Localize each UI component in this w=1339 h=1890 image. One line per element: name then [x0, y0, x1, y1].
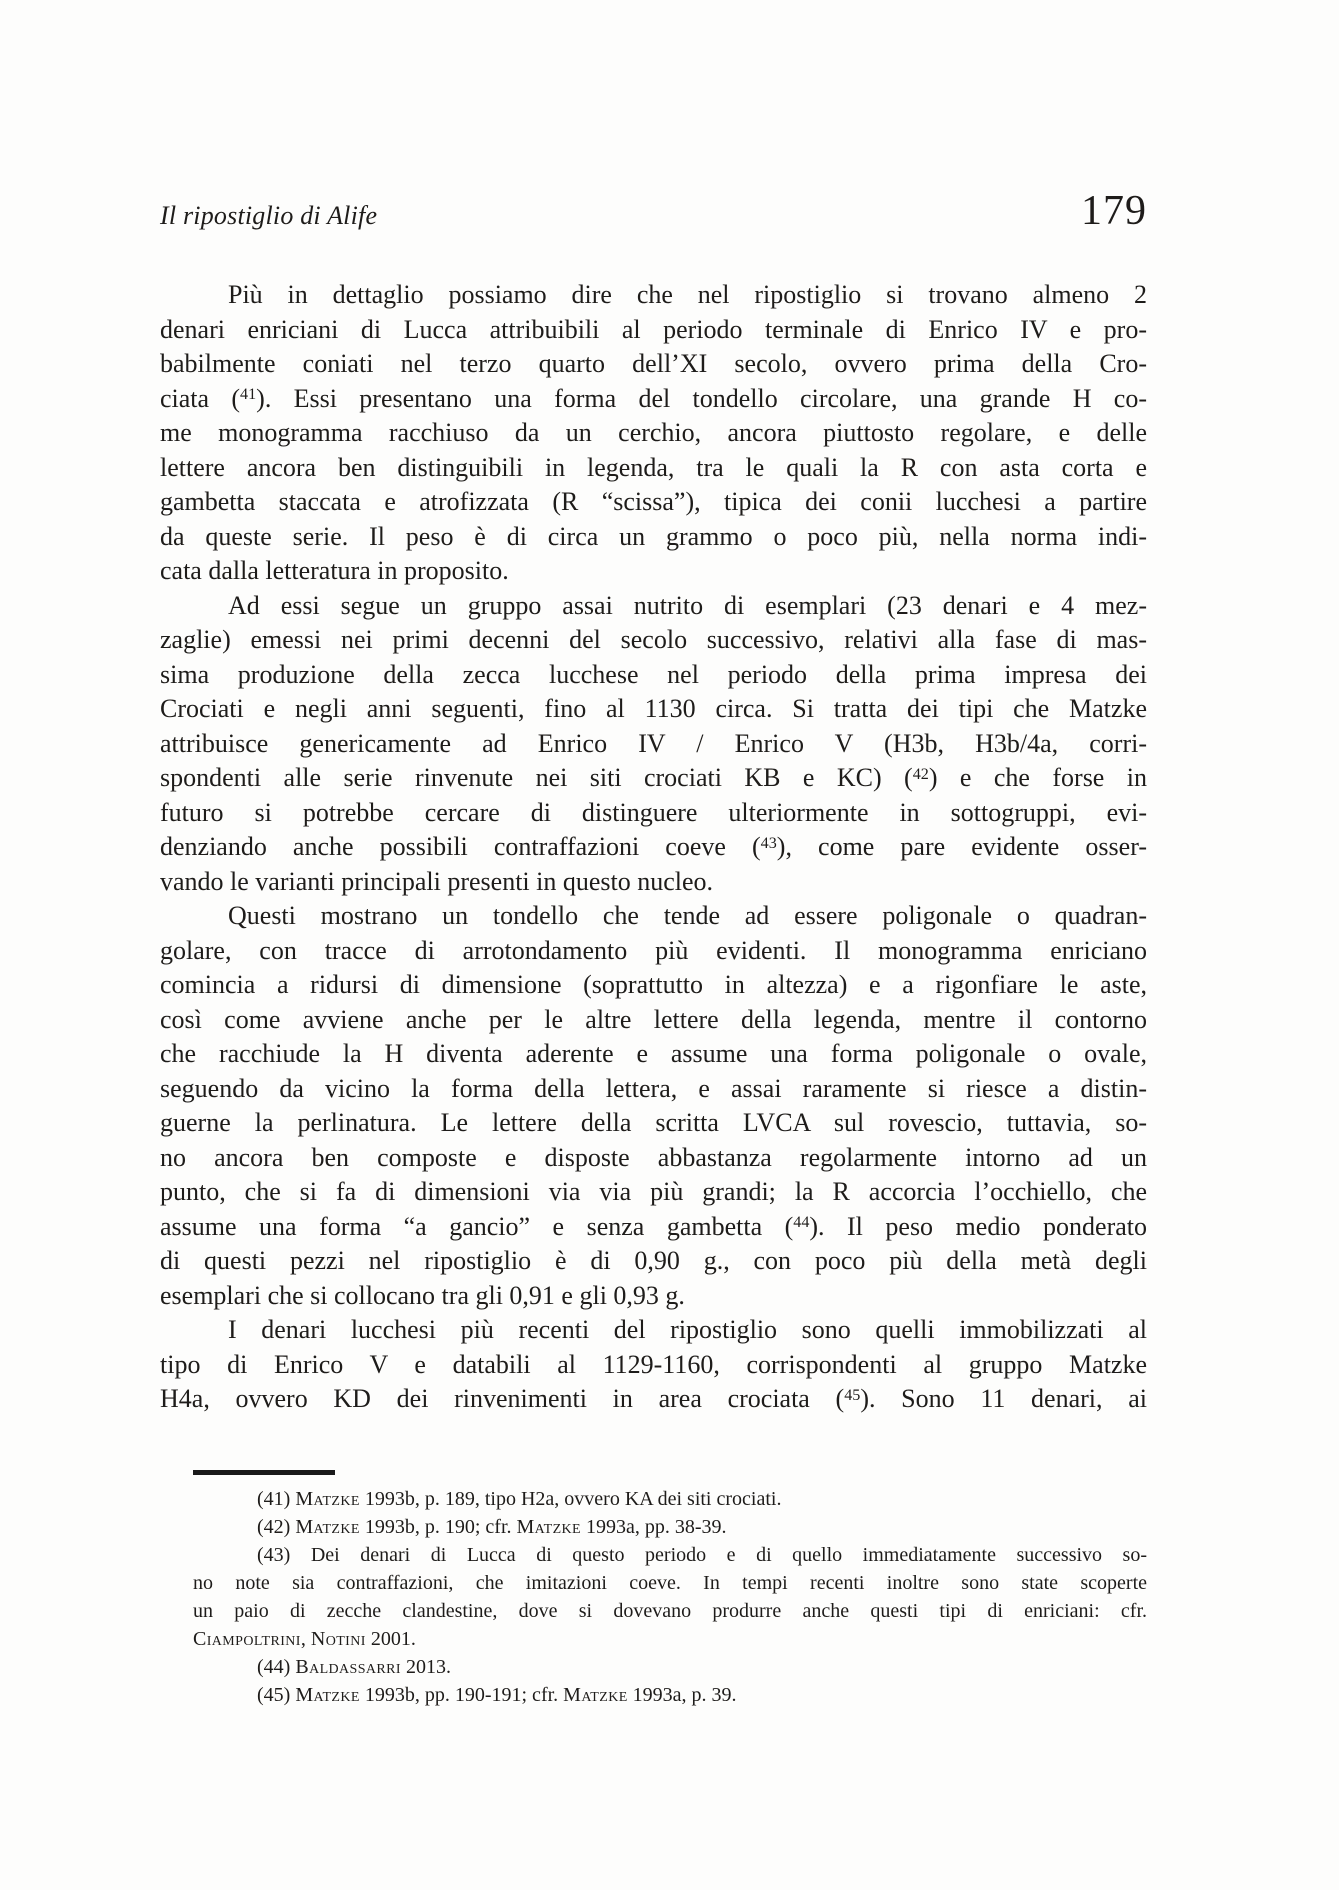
small-caps-name: Ciampoltrini	[193, 1628, 301, 1650]
text-line	[160, 1313, 1147, 1348]
text-run: di questi pezzi nel ripostiglio è di 0,90 g., con poco più della metà degli	[160, 1246, 1147, 1275]
paragraph	[160, 278, 1147, 589]
footnote	[193, 1681, 1147, 1709]
text-run: spondenti alle serie rinvenute nei siti crociati KB e KC) (	[160, 763, 913, 792]
text-run: che racchiude la H diventa aderente e assume una forma poligonale o ovale,	[160, 1039, 1147, 1068]
text-run: cata dalla letteratura in proposito.	[160, 556, 509, 585]
text-run: (41)	[257, 1488, 296, 1510]
footnote-separator-rule	[193, 1470, 335, 1475]
footnotes-section	[193, 1485, 1147, 1709]
text-run: denziando anche possibili contraffazioni coeve (	[160, 832, 761, 861]
small-caps-name: Matzke	[563, 1684, 628, 1706]
text-run: (43) Dei denari di Lucca di questo periodo e di quello immediatamente successivo so-	[257, 1544, 1147, 1566]
text-line	[160, 865, 1147, 900]
text-run: vando le varianti principali presenti in questo nucleo.	[160, 866, 714, 896]
text-line	[160, 416, 1147, 451]
text-run: I denari lucchesi più recenti del ripostiglio sono quelli immobilizzati al	[228, 1315, 1147, 1344]
text-line	[193, 1625, 1147, 1653]
text-line	[160, 1210, 1147, 1245]
text-line	[160, 1106, 1147, 1141]
text-line	[160, 727, 1147, 762]
text-run: 1993a, p. 39.	[627, 1684, 737, 1706]
text-line	[160, 1037, 1147, 1072]
running-title: Il ripostiglio di Alife	[160, 201, 378, 230]
text-run: Questi mostrano un tondello che tende ad essere poligonale o quadran-	[228, 901, 1147, 930]
text-line	[193, 1597, 1147, 1625]
small-caps-name: Baldassarri	[295, 1656, 401, 1678]
text-run: da queste serie. Il peso è di circa un grammo o poco più, nella norma indi-	[160, 521, 1147, 551]
text-run: ,	[300, 1628, 311, 1650]
text-line	[160, 1382, 1147, 1417]
text-line	[160, 1072, 1147, 1107]
text-run: (45)	[257, 1684, 296, 1706]
footnote-reference: 45	[844, 1386, 861, 1404]
small-caps-name: Matzke	[295, 1684, 360, 1706]
text-line	[160, 796, 1147, 831]
text-line	[193, 1653, 1147, 1681]
text-line	[160, 554, 1147, 589]
text-run: comincia a ridursi di dimensione (soprattutto in altezza) e a rigonfiare le aste,	[160, 970, 1147, 999]
paragraph	[160, 589, 1147, 900]
text-run: ciata (	[160, 383, 241, 413]
text-line	[160, 830, 1147, 865]
text-line	[160, 520, 1147, 555]
text-line	[160, 1348, 1147, 1383]
text-line	[160, 485, 1147, 520]
small-caps-name: Matzke	[295, 1516, 360, 1538]
text-line	[160, 1279, 1147, 1314]
text-line	[193, 1541, 1147, 1569]
text-line	[193, 1681, 1147, 1709]
small-caps-name: Matzke	[516, 1516, 582, 1538]
text-run: sima produzione della zecca lucchese nel periodo della prima impresa dei	[160, 659, 1147, 689]
text-run: 1993b, p. 190; cfr.	[359, 1516, 517, 1538]
page-number: 179	[1081, 188, 1147, 234]
footnote-reference: 44	[793, 1214, 810, 1232]
text-line	[160, 1175, 1147, 1210]
text-run: 1993a, pp. 38-39.	[581, 1516, 727, 1538]
text-run: golare, con tracce di arrotondamento più evidenti. Il monogramma enriciano	[160, 935, 1147, 965]
text-run: ). Il peso medio ponderato	[809, 1211, 1147, 1241]
text-run: seguendo da vicino la forma della lettera, e assai raramente si riesce a distin-	[160, 1073, 1147, 1103]
footnote-reference: 41	[240, 386, 257, 404]
text-run: esemplari che si collocano tra gli 0,91 e gli 0,93 g.	[160, 1280, 685, 1310]
text-line	[160, 968, 1147, 1003]
text-run: Ad essi segue un gruppo assai nutrito di esemplari (23 denari e 4 mez-	[228, 590, 1147, 620]
text-line	[160, 658, 1147, 693]
small-caps-name: Notini	[310, 1628, 366, 1650]
text-run: (44)	[257, 1656, 296, 1678]
text-run: lettere ancora ben distinguibili in legenda, tra le quali la R con asta corta e	[160, 452, 1147, 482]
text-line	[160, 1003, 1147, 1038]
text-run: un paio di zecche clandestine, dove si dovevano produrre anche questi tipi di enriciani: cfr.	[193, 1600, 1147, 1622]
small-caps-name: Matzke	[295, 1488, 360, 1510]
text-run: 2001.	[365, 1628, 416, 1650]
text-line	[160, 313, 1147, 348]
text-run: punto, che si fa di dimensioni via via più grandi; la R accorcia l’occhiello, che	[160, 1177, 1147, 1206]
text-run: ). Essi presentano una forma del tondello circolare, una grande H co-	[256, 383, 1147, 413]
text-line	[193, 1485, 1147, 1513]
paragraph	[160, 1313, 1147, 1417]
text-run: gambetta staccata e atrofizzata (R “scissa”), tipica dei conii lucchesi a partire	[160, 487, 1147, 516]
paragraph	[160, 899, 1147, 1313]
text-run: no note sia contraffazioni, che imitazioni coeve. In tempi recenti inoltre sono state scoperte	[193, 1572, 1147, 1594]
text-run: assume una forma “a gancio” e senza gambetta (	[160, 1211, 794, 1241]
footnote-reference: 43	[760, 834, 777, 852]
text-run: (42)	[257, 1516, 296, 1538]
text-run: così come avviene anche per le altre lettere della legenda, mentre il contorno	[160, 1004, 1147, 1034]
footnote	[193, 1541, 1147, 1653]
footnote	[193, 1653, 1147, 1681]
text-line	[160, 692, 1147, 727]
text-run: Crociati e negli anni seguenti, fino al 1130 circa. Si tratta dei tipi che Matzke	[160, 694, 1147, 723]
text-line	[193, 1569, 1147, 1597]
text-line	[160, 761, 1147, 796]
text-line	[160, 278, 1147, 313]
text-run: H4a, ovvero KD dei rinvenimenti in area crociata (	[160, 1384, 845, 1413]
body-text	[160, 278, 1147, 1417]
text-run: ) e che forse in	[928, 763, 1147, 792]
text-run: 2013.	[400, 1656, 451, 1678]
text-run: Più in dettaglio possiamo dire che nel ripostiglio si trovano almeno 2	[228, 280, 1147, 309]
text-run: ), come pare evidente osser-	[776, 832, 1147, 861]
text-run: denari enriciani di Lucca attribuibili al periodo terminale di Enrico IV e pro-	[160, 314, 1147, 344]
text-run: me monogramma racchiuso da un cerchio, ancora piuttosto regolare, e delle	[160, 418, 1147, 447]
footnote-reference: 42	[912, 765, 929, 783]
text-line	[160, 934, 1147, 969]
text-run: no ancora ben composte e disposte abbastanza regolarmente intorno ad un	[160, 1142, 1147, 1172]
text-line	[160, 623, 1147, 658]
text-run: guerne la perlinatura. Le lettere della scritta LVCA sul rovescio, tuttavia, so-	[160, 1108, 1147, 1137]
text-run: 1993b, p. 189, tipo H2a, ovvero KA dei siti crociati.	[359, 1488, 782, 1510]
text-line	[160, 1141, 1147, 1176]
text-line	[160, 899, 1147, 934]
text-run: attribuisce genericamente ad Enrico IV / Enrico V (H3b, H3b/4a, corri-	[160, 728, 1147, 758]
text-run: babilmente coniati nel terzo quarto dell’XI secolo, ovvero prima della Cro-	[160, 349, 1147, 378]
text-run: zaglie) emessi nei primi decenni del secolo successivo, relativi alla fase di mas-	[160, 625, 1147, 654]
text-run: tipo di Enrico V e databili al 1129-1160, corrispondenti al gruppo Matzke	[160, 1349, 1147, 1379]
text-line	[160, 1244, 1147, 1279]
text-line	[160, 382, 1147, 417]
text-run: futuro si potrebbe cercare di distinguere ulteriormente in sottogruppi, evi-	[160, 797, 1147, 827]
text-line	[193, 1513, 1147, 1541]
footnote	[193, 1485, 1147, 1513]
page-header	[160, 190, 1147, 232]
text-line	[160, 347, 1147, 382]
text-run: ). Sono 11 denari, ai	[860, 1384, 1147, 1413]
text-line	[160, 589, 1147, 624]
text-line	[160, 451, 1147, 486]
text-run: 1993b, pp. 190-191; cfr.	[359, 1684, 564, 1706]
footnote	[193, 1513, 1147, 1541]
